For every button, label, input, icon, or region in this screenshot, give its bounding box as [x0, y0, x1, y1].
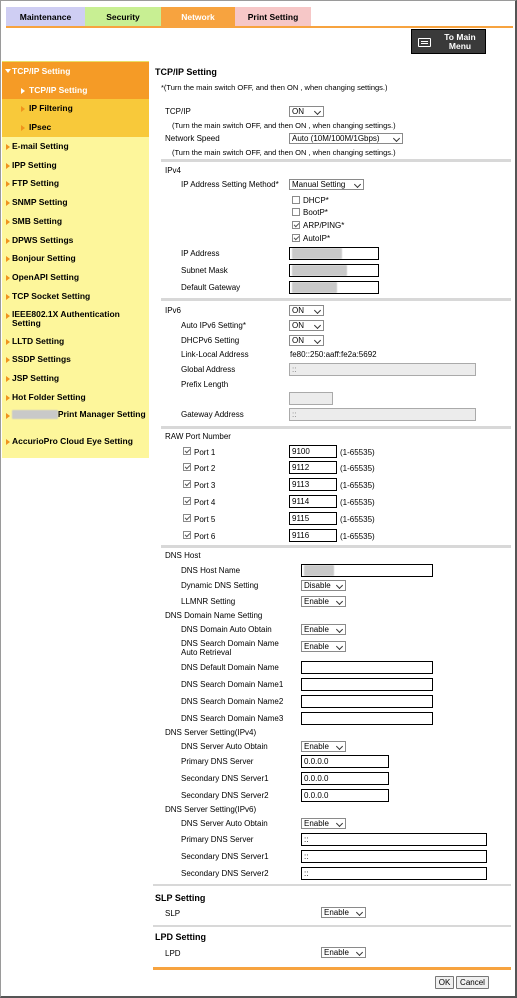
- link-local-label: Link-Local Address: [181, 350, 249, 359]
- sidebar-subitem-ip-filtering[interactable]: IP Filtering: [2, 99, 149, 118]
- port2-input[interactable]: 9112: [289, 461, 337, 474]
- port6-checkbox[interactable]: [183, 531, 191, 539]
- default-gateway-input[interactable]: [289, 281, 379, 294]
- arp-ping-label: ARP/PING*: [303, 221, 345, 230]
- divider: [161, 545, 511, 548]
- sidebar-item-dpws[interactable]: DPWS Settings: [2, 231, 149, 250]
- sidebar-item-jsp[interactable]: JSP Setting: [2, 369, 149, 388]
- prefix-length-input[interactable]: [289, 392, 333, 405]
- tcpip-select[interactable]: ON: [289, 106, 324, 117]
- dns-search3-label: DNS Search Domain Name3: [181, 714, 284, 723]
- tab-security[interactable]: Security: [85, 7, 161, 27]
- sidebar-item-tcpip[interactable]: TCP/IP Setting: [2, 62, 149, 81]
- sidebar: [2, 61, 149, 458]
- dns-host-name-input[interactable]: [301, 564, 433, 577]
- divider: [153, 925, 511, 927]
- lpd-select[interactable]: Enable: [321, 947, 366, 958]
- dns4-secondary2-label: Secondary DNS Server2: [181, 791, 269, 800]
- port2-label: Port 2: [194, 464, 216, 473]
- sidebar-item-ftp[interactable]: FTP Setting: [2, 174, 149, 193]
- dns-domain-auto-label: DNS Domain Auto Obtain: [181, 625, 272, 634]
- slp-label: SLP: [165, 909, 181, 918]
- page-note: *(Turn the main switch OFF, and then ON , when changing settings.): [161, 83, 388, 92]
- dns4-secondary2-input[interactable]: 0.0.0.0: [301, 789, 389, 802]
- sidebar-item-ieee8021x[interactable]: IEEE802.1X Authentication Setting: [2, 306, 149, 332]
- ok-button[interactable]: OK: [435, 976, 454, 989]
- sidebar-item-cloud-eye[interactable]: AccurioPro Cloud Eye Setting: [2, 432, 149, 451]
- ip-address-label: IP Address: [181, 249, 220, 258]
- dns-search3-input[interactable]: [301, 712, 433, 725]
- blurred-product-name: [12, 410, 58, 419]
- tab-network[interactable]: Network: [161, 7, 235, 27]
- dynamic-dns-label: Dynamic DNS Setting: [181, 581, 259, 590]
- page-title: TCP/IP Setting: [155, 67, 217, 77]
- sidebar-item-ipp[interactable]: IPP Setting: [2, 156, 149, 175]
- port1-input[interactable]: 9100: [289, 445, 337, 458]
- sidebar-item-tcp-socket[interactable]: TCP Socket Setting: [2, 287, 149, 306]
- auto-ipv6-select[interactable]: ON: [289, 320, 324, 331]
- global-address-label: Global Address: [181, 365, 236, 374]
- sidebar-item-smb[interactable]: SMB Setting: [2, 212, 149, 231]
- dns-server-ipv4-title: DNS Server Setting(IPv4): [165, 728, 257, 737]
- autoip-label: AutoIP*: [303, 234, 331, 243]
- dns4-secondary1-label: Secondary DNS Server1: [181, 774, 269, 783]
- link-local-value: fe80::250:aaff:fe2a:5692: [290, 350, 377, 359]
- lpd-label: LPD: [165, 949, 181, 958]
- gateway-address-label: Gateway Address: [181, 410, 244, 419]
- divider: [153, 884, 511, 886]
- dns-server-ipv6-title: DNS Server Setting(IPv6): [165, 805, 257, 814]
- tab-print-setting[interactable]: Print Setting: [235, 7, 311, 27]
- arp-ping-checkbox[interactable]: [292, 221, 300, 229]
- auto-ipv6-label: Auto IPv6 Setting*: [181, 321, 246, 330]
- dhcpv6-select[interactable]: ON: [289, 335, 324, 346]
- prefix-length-label: Prefix Length: [181, 380, 229, 389]
- dns4-primary-label: Primary DNS Server: [181, 757, 254, 766]
- dns-default-domain-input[interactable]: [301, 661, 433, 674]
- footer-accent-line: [153, 967, 511, 970]
- port2-range: (1-65535): [340, 464, 375, 473]
- dns-domain-auto-select[interactable]: Enable: [301, 624, 346, 635]
- port6-label: Port 6: [194, 532, 216, 541]
- top-tabs: [6, 7, 311, 27]
- dns4-auto-label: DNS Server Auto Obtain: [181, 742, 268, 751]
- speed-select[interactable]: Auto (10M/100M/1Gbps): [289, 133, 403, 144]
- sidebar-item-lltd[interactable]: LLTD Setting: [2, 332, 149, 351]
- divider: [161, 159, 511, 162]
- dns6-secondary2-input[interactable]: ::: [301, 867, 487, 880]
- port4-input[interactable]: 9114: [289, 495, 337, 508]
- divider: [161, 298, 511, 301]
- port3-label: Port 3: [194, 481, 216, 490]
- dns4-auto-select[interactable]: Enable: [301, 741, 346, 752]
- ipv6-title: IPv6: [165, 306, 182, 315]
- ipv4-title: IPv4: [165, 166, 182, 175]
- dns4-primary-input[interactable]: 0.0.0.0: [301, 755, 389, 768]
- tab-maintenance[interactable]: Maintenance: [6, 7, 85, 27]
- dns-search2-label: DNS Search Domain Name2: [181, 697, 284, 706]
- bootp-label: BootP*: [303, 208, 328, 217]
- llmnr-select[interactable]: Enable: [301, 596, 346, 607]
- llmnr-label: LLMNR Setting: [181, 597, 236, 606]
- raw-port-title: RAW Port Number: [165, 432, 231, 441]
- dynamic-dns-select[interactable]: Disable: [301, 580, 346, 591]
- dns6-secondary1-label: Secondary DNS Server1: [181, 852, 269, 861]
- port1-range: (1-65535): [340, 448, 375, 457]
- speed-label: Network Speed: [165, 134, 220, 143]
- dns6-auto-label: DNS Server Auto Obtain: [181, 819, 268, 828]
- port3-range: (1-65535): [340, 481, 375, 490]
- port5-label: Port 5: [194, 515, 216, 524]
- dhcp-label: DHCP*: [303, 196, 329, 205]
- dhcpv6-label: DHCPv6 Setting: [181, 336, 240, 345]
- dns-search2-input[interactable]: [301, 695, 433, 708]
- tcpip-label: TCP/IP: [165, 107, 191, 116]
- tab-underline: [6, 26, 513, 28]
- dns6-secondary2-label: Secondary DNS Server2: [181, 869, 269, 878]
- dns-default-domain-label: DNS Default Domain Name: [181, 663, 279, 672]
- ip-method-label: IP Address Setting Method*: [181, 180, 279, 189]
- dns-host-title: DNS Host: [165, 551, 201, 560]
- port4-range: (1-65535): [340, 498, 375, 507]
- port1-checkbox[interactable]: [183, 447, 191, 455]
- dns6-secondary1-input[interactable]: ::: [301, 850, 487, 863]
- to-main-menu-button[interactable]: [411, 29, 486, 54]
- port3-checkbox[interactable]: [183, 480, 191, 488]
- cancel-button[interactable]: Cancel: [456, 976, 489, 989]
- port3-input[interactable]: 9113: [289, 478, 337, 491]
- gateway-address-input[interactable]: ::: [289, 408, 476, 421]
- lpd-title: LPD Setting: [155, 932, 206, 942]
- dns-domain-title: DNS Domain Name Setting: [165, 611, 263, 620]
- subnet-mask-label: Subnet Mask: [181, 266, 228, 275]
- ip-method-select[interactable]: Manual Setting: [289, 179, 364, 190]
- dns-host-name-label: DNS Host Name: [181, 566, 241, 575]
- port5-input[interactable]: 9115: [289, 512, 337, 525]
- print-manager-label: Print Manager Setting: [57, 409, 146, 420]
- dhcp-checkbox[interactable]: [292, 196, 300, 204]
- port5-range: (1-65535): [340, 515, 375, 524]
- slp-select[interactable]: Enable: [321, 907, 366, 918]
- sidebar-item-bonjour[interactable]: Bonjour Setting: [2, 249, 149, 268]
- global-address-input[interactable]: ::: [289, 363, 476, 376]
- tcpip-note: (Turn the main switch OFF, and then ON , when changing settings.): [172, 121, 396, 130]
- to-main-menu-label: To Main Menu: [444, 32, 476, 51]
- dns6-primary-input[interactable]: ::: [301, 833, 487, 846]
- speed-note: (Turn the main switch OFF, and then ON , when changing settings.): [172, 148, 396, 157]
- port1-label: Port 1: [194, 448, 216, 457]
- sidebar-subitem-ipsec[interactable]: IPsec: [2, 118, 149, 137]
- ip-address-input[interactable]: [289, 247, 379, 260]
- port6-input[interactable]: 9116: [289, 529, 337, 542]
- port5-checkbox[interactable]: [183, 514, 191, 522]
- sidebar-item-snmp[interactable]: SNMP Setting: [2, 193, 149, 212]
- sidebar-item-hot-folder[interactable]: Hot Folder Setting: [2, 388, 149, 407]
- port4-label: Port 4: [194, 498, 216, 507]
- bootp-checkbox[interactable]: [292, 208, 300, 216]
- dns6-primary-label: Primary DNS Server: [181, 835, 254, 844]
- dns4-secondary1-input[interactable]: 0.0.0.0: [301, 772, 389, 785]
- port4-checkbox[interactable]: [183, 497, 191, 505]
- ipv6-select[interactable]: ON: [289, 305, 324, 316]
- port6-range: (1-65535): [340, 532, 375, 541]
- subnet-mask-input[interactable]: [289, 264, 379, 277]
- dns-search-auto-select[interactable]: Enable: [301, 641, 346, 652]
- default-gateway-label: Default Gateway: [181, 283, 241, 292]
- sidebar-subitem-tcpip[interactable]: TCP/IP Setting: [2, 81, 149, 100]
- port2-checkbox[interactable]: [183, 463, 191, 471]
- sidebar-item-print-manager[interactable]: [2, 406, 149, 432]
- dns-search1-input[interactable]: [301, 678, 433, 691]
- divider: [161, 426, 511, 429]
- slp-title: SLP Setting: [155, 893, 206, 903]
- menu-screen-icon: [418, 38, 431, 47]
- autoip-checkbox[interactable]: [292, 234, 300, 242]
- dns-search-auto-label: DNS Search Domain Name Auto Retrieval: [181, 639, 279, 657]
- sidebar-item-ssdp[interactable]: SSDP Settings: [2, 350, 149, 369]
- dns-search1-label: DNS Search Domain Name1: [181, 680, 284, 689]
- dns6-auto-select[interactable]: Enable: [301, 818, 346, 829]
- sidebar-item-openapi[interactable]: OpenAPI Setting: [2, 268, 149, 287]
- sidebar-item-email[interactable]: E-mail Setting: [2, 137, 149, 156]
